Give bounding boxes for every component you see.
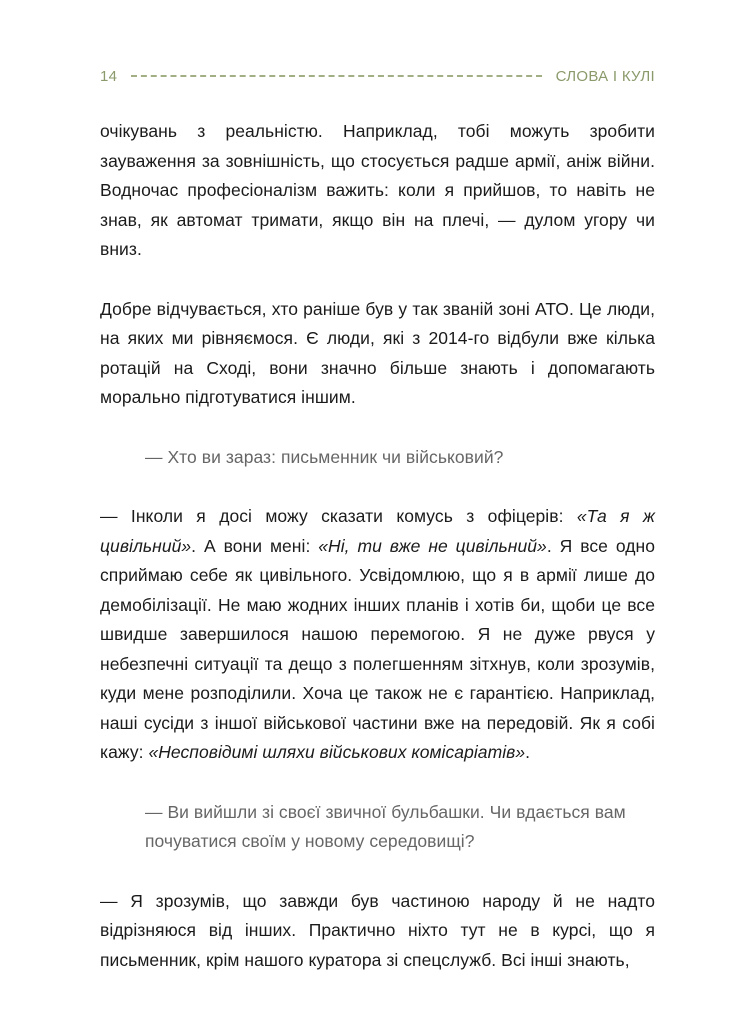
page-number: 14 bbox=[100, 67, 118, 85]
running-title: СЛОВА І КУЛІ bbox=[555, 67, 655, 85]
running-header bbox=[100, 65, 655, 87]
quote-italic: «Та я ж цивільний» bbox=[100, 506, 656, 556]
paragraph-4: — Я зрозумів, що завжди був частиною народу й не надто відрізняюся від інших. Практично ніхто тут не в курсі, що я письменник, крім нашого куратора зі спецслужб. Всі інші знають, bbox=[100, 890, 655, 970]
interview-question-1: — Хто ви зараз: письменник чи військовий? bbox=[145, 446, 504, 467]
quote-italic: «Несповідимі шляхи військових комісаріатів» bbox=[148, 742, 526, 762]
interview-question-2: — Ви вийшли зі своєї звичної бульбашки. Чи вдається вам почуватися своїм у новому середовищі? bbox=[145, 801, 626, 851]
paragraph-1: очікувань з реальністю. Наприклад, тобі можуть зробити зауваження за зовнішність, що стосується радше армії, аніж війни. Водночас професіоналізм важить: коли я прийшов, то навіть не знав, як автомат тримати, якщо він на плечі, — дулом угору чи вниз. bbox=[100, 121, 655, 259]
page-body bbox=[100, 117, 655, 975]
paragraph-2: Добре відчувається, хто раніше був у так званій зоні АТО. Це люди, на яких ми рівняємося. Є люди, які з 2014-го відбули вже кілька ротацій на Сході, вони значно більше знають і допомагають морально підготуватися іншим. bbox=[100, 298, 655, 407]
quote-italic: «Ні, ти вже не цивільний» bbox=[318, 535, 547, 556]
answer-text: . Я все одно сприймаю себе як цивільного. Усвідомлюю, що я в армії лише до демобілізації. Не маю жодних інших планів і хотів би, щоби це все швидше завершилося нашою перемогою. Я не дуже рвуся у небезпечні ситуації та дещо з полегшенням зітхнув, коли зрозумів, куди мене розподілили. Хоча це також не є гарантією. Наприклад, наші сусіди з іншої військової частини вже на передовій. Як я собі кажу: bbox=[100, 535, 655, 762]
answer-text: . bbox=[525, 742, 531, 762]
paragraph-3 bbox=[100, 502, 655, 768]
answer-text: . А вони мені: bbox=[191, 535, 319, 556]
header-dashed-rule bbox=[131, 75, 541, 77]
answer-text: — Інколи я досі можу сказати комусь з офіцерів: bbox=[100, 506, 577, 526]
